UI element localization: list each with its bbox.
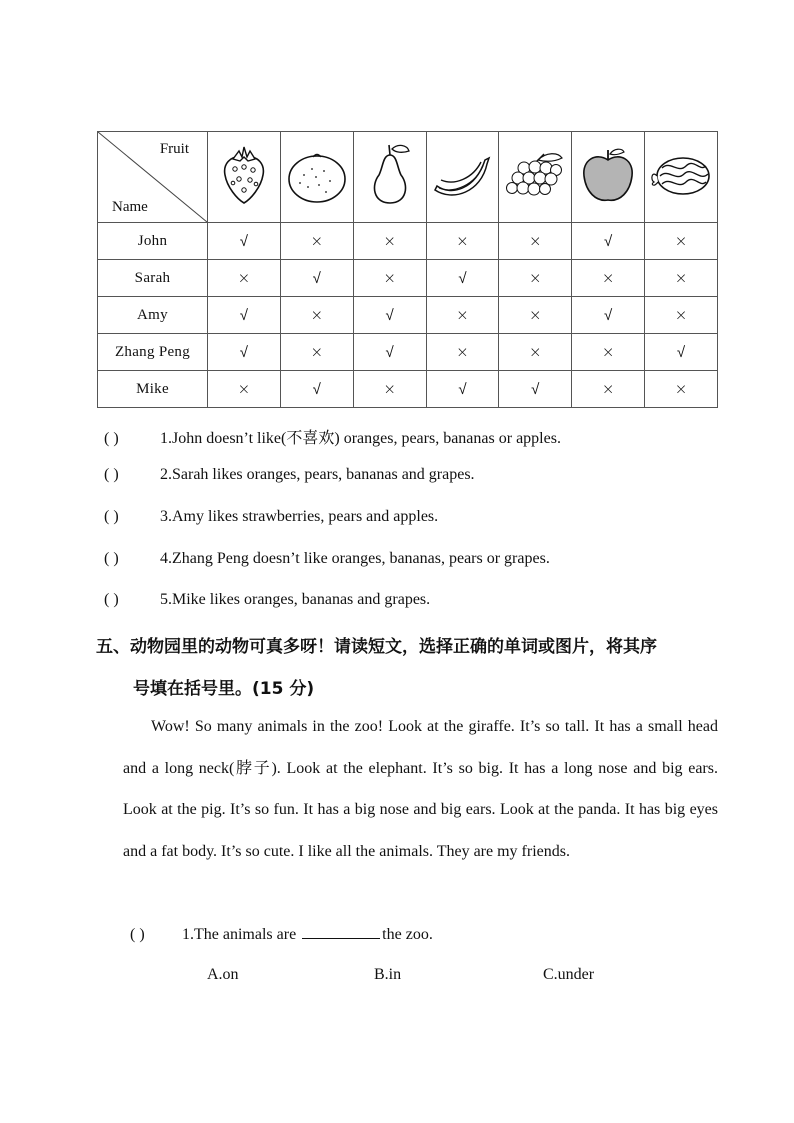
table-row [98, 297, 718, 334]
mark-cell: √ [645, 334, 718, 371]
answer-bracket[interactable]: ( ) [104, 466, 119, 483]
mark-cell: √ [353, 297, 426, 334]
mark-cell: × [499, 297, 572, 334]
mark-cell: × [353, 260, 426, 297]
apple-icon [578, 144, 638, 206]
mark-cell: × [499, 260, 572, 297]
mark-cell: √ [499, 371, 572, 408]
mark-cell: × [208, 260, 281, 297]
mark-cell: × [499, 223, 572, 260]
mark-cell: √ [280, 260, 353, 297]
statement-1 [104, 425, 561, 448]
watermelon-icon [648, 152, 714, 198]
mark-cell: √ [426, 260, 499, 297]
statement-text: 3.Amy likes strawberries, pears and apples. [160, 508, 439, 525]
mark-cell: √ [353, 334, 426, 371]
corner-cell [98, 132, 208, 223]
reading-passage: Wow! So many animals in the zoo! Look at the giraffe. It’s so tall. It has a small head and a long neck(脖子). Look at the elephant. It’s so big. It has a long nose and big ears. Look at the pig. It’s so fun. It has a big nose and big ears. Look at the panda. It has big eyes and a fat body. It’s so cute. I like all the animals. They are my friends. [123, 718, 718, 860]
mark-cell: × [280, 334, 353, 371]
mark-cell: × [280, 223, 353, 260]
table-header-row [98, 132, 718, 223]
mark-cell: √ [208, 334, 281, 371]
answer-bracket[interactable]: ( ) [104, 550, 119, 567]
row-name: Sarah [98, 260, 208, 297]
mark-cell: × [426, 334, 499, 371]
mark-cell: √ [280, 371, 353, 408]
section-title: 五、动物园里的动物可真多呀！请读短文，选择正确的单词或图片，将其序 [96, 637, 657, 657]
mark-cell: √ [208, 223, 281, 260]
answer-bracket[interactable]: ( ) [130, 926, 145, 943]
corner-fruit-label: Fruit [159, 141, 189, 157]
grapes-icon [502, 148, 568, 202]
orange-cell [280, 132, 353, 223]
row-name: Zhang Peng [98, 334, 208, 371]
strawberry-icon [219, 143, 269, 207]
answer-blank[interactable] [302, 924, 380, 939]
mark-cell: × [499, 334, 572, 371]
mark-cell: √ [426, 371, 499, 408]
question-1 [130, 924, 433, 944]
table-row [98, 260, 718, 297]
statement-3 [104, 508, 438, 526]
table-row [98, 223, 718, 260]
mark-cell: √ [208, 297, 281, 334]
row-name: Mike [98, 371, 208, 408]
mark-cell: × [572, 334, 645, 371]
statement-text: 4.Zhang Peng doesn’t like oranges, bananas, pears or grapes. [160, 550, 550, 567]
mark-cell: × [645, 260, 718, 297]
statement-text: 2.Sarah likes oranges, pears, bananas and grapes. [160, 466, 475, 483]
statement-4 [104, 550, 550, 568]
option-b[interactable]: B.in [374, 966, 402, 983]
answer-bracket[interactable]: ( ) [104, 430, 119, 447]
mark-cell: × [353, 371, 426, 408]
table-row [98, 371, 718, 408]
option-a[interactable]: A.on [207, 966, 239, 983]
mark-cell: × [645, 297, 718, 334]
mark-cell: × [572, 371, 645, 408]
table-row [98, 334, 718, 371]
question-text: 1.The animals are [182, 926, 297, 943]
question-text-end: the zoo. [382, 926, 433, 943]
mark-cell: × [645, 223, 718, 260]
mark-cell: × [572, 260, 645, 297]
section-title-line2: 号填在括号里。(15 分) [133, 679, 315, 699]
statement-5 [104, 591, 430, 609]
watermelon-cell [645, 132, 718, 223]
statement-2 [104, 466, 475, 484]
mark-cell: √ [572, 223, 645, 260]
banana-icon [431, 150, 493, 200]
answer-bracket[interactable]: ( ) [104, 591, 119, 608]
grapes-cell [499, 132, 572, 223]
strawberry-cell [208, 132, 281, 223]
mark-cell: × [426, 297, 499, 334]
row-name: John [98, 223, 208, 260]
apple-cell [572, 132, 645, 223]
option-c[interactable]: C.under [543, 966, 595, 983]
corner-name-label: Name [112, 199, 148, 215]
pear-icon [365, 141, 415, 209]
statement-text: 1.John doesn’t like(不喜欢) oranges, pears, bananas or apples. [160, 430, 561, 447]
mark-cell: √ [572, 297, 645, 334]
orange-icon [286, 145, 348, 205]
mark-cell: × [208, 371, 281, 408]
statement-text: 5.Mike likes oranges, bananas and grapes. [160, 591, 431, 608]
mark-cell: × [280, 297, 353, 334]
banana-cell [426, 132, 499, 223]
mark-cell: × [353, 223, 426, 260]
mark-cell: × [426, 223, 499, 260]
mark-cell: × [645, 371, 718, 408]
pear-cell [353, 132, 426, 223]
fruit-table [97, 131, 718, 408]
answer-bracket[interactable]: ( ) [104, 508, 119, 525]
row-name: Amy [98, 297, 208, 334]
